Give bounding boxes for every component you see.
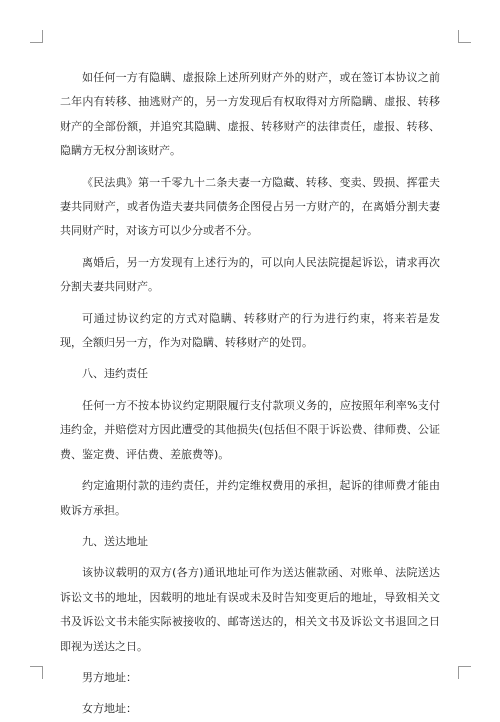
crop-mark-top-right	[458, 30, 471, 43]
paragraph-penalty: 任何一方不按本协议约定期限履行支付款项义务的，应按照年利率%支付违约金，并赔偿对方因此遭受的其他损失(包括但不限于诉讼费、律师费、公证费、鉴定费、评估费、差旅费等)。	[60, 398, 440, 461]
crop-mark-bottom-right	[458, 666, 471, 679]
paragraph-overdue-liability: 约定逾期付款的违约责任，并约定维权费用的承担，起诉的律师费才能由败诉方承担。	[60, 479, 440, 517]
paragraph-agreement-constraint: 可通过协议约定的方式对隐瞒、转移财产的行为进行约束，将来若是发现，全额归另一方，作为对隐瞒、转移财产的处罚。	[60, 311, 440, 350]
crop-mark-bottom-left	[30, 666, 43, 679]
paragraph-service-address: 该协议载明的双方(各方)通讯地址可作为送达催款函、对账单、法院送达诉讼文书的地址，因载明的地址有误或未及时告知变更后的地址，导致相关文书及诉讼文书未能实际被接收的、邮寄送达的，相关文书及诉讼文书退回之日即视为送达之日。	[60, 566, 440, 653]
paragraph-civil-code-1092: 《民法典》第一千零九十二条夫妻一方隐藏、转移、变卖、毁损、挥霍夫妻共同财产，或者伪造夫妻共同债务企图侵占另一方财产的，在离婚分割夫妻共同财产时，对该方可以少分或者不分。	[60, 175, 440, 238]
paragraph-post-divorce-lawsuit: 离婚后，另一方发现有上述行为的，可以向人民法院提起诉讼，请求再次分割夫妻共同财产。	[60, 255, 440, 294]
section-heading-liability: 八、违约责任	[82, 367, 148, 381]
male-address-label: 男方地址：	[82, 670, 137, 684]
section-heading-service-address: 九、送达地址	[82, 534, 148, 548]
paragraph-hidden-assets: 如任何一方有隐瞒、虚报除上述所列财产外的财产，或在签订本协议之前二年内有转移、抽逃财产的，另一方发现后有权取得对方所隐瞒、虚报、转移财产的全部份额，并追究其隐瞒、虚报、转移财产的法律责任，虚报、转移、隐瞒方无权分割该财产。	[60, 71, 440, 158]
crop-mark-top-left	[30, 30, 43, 43]
female-address-label: 女方地址：	[82, 702, 137, 716]
document-body	[60, 66, 440, 722]
